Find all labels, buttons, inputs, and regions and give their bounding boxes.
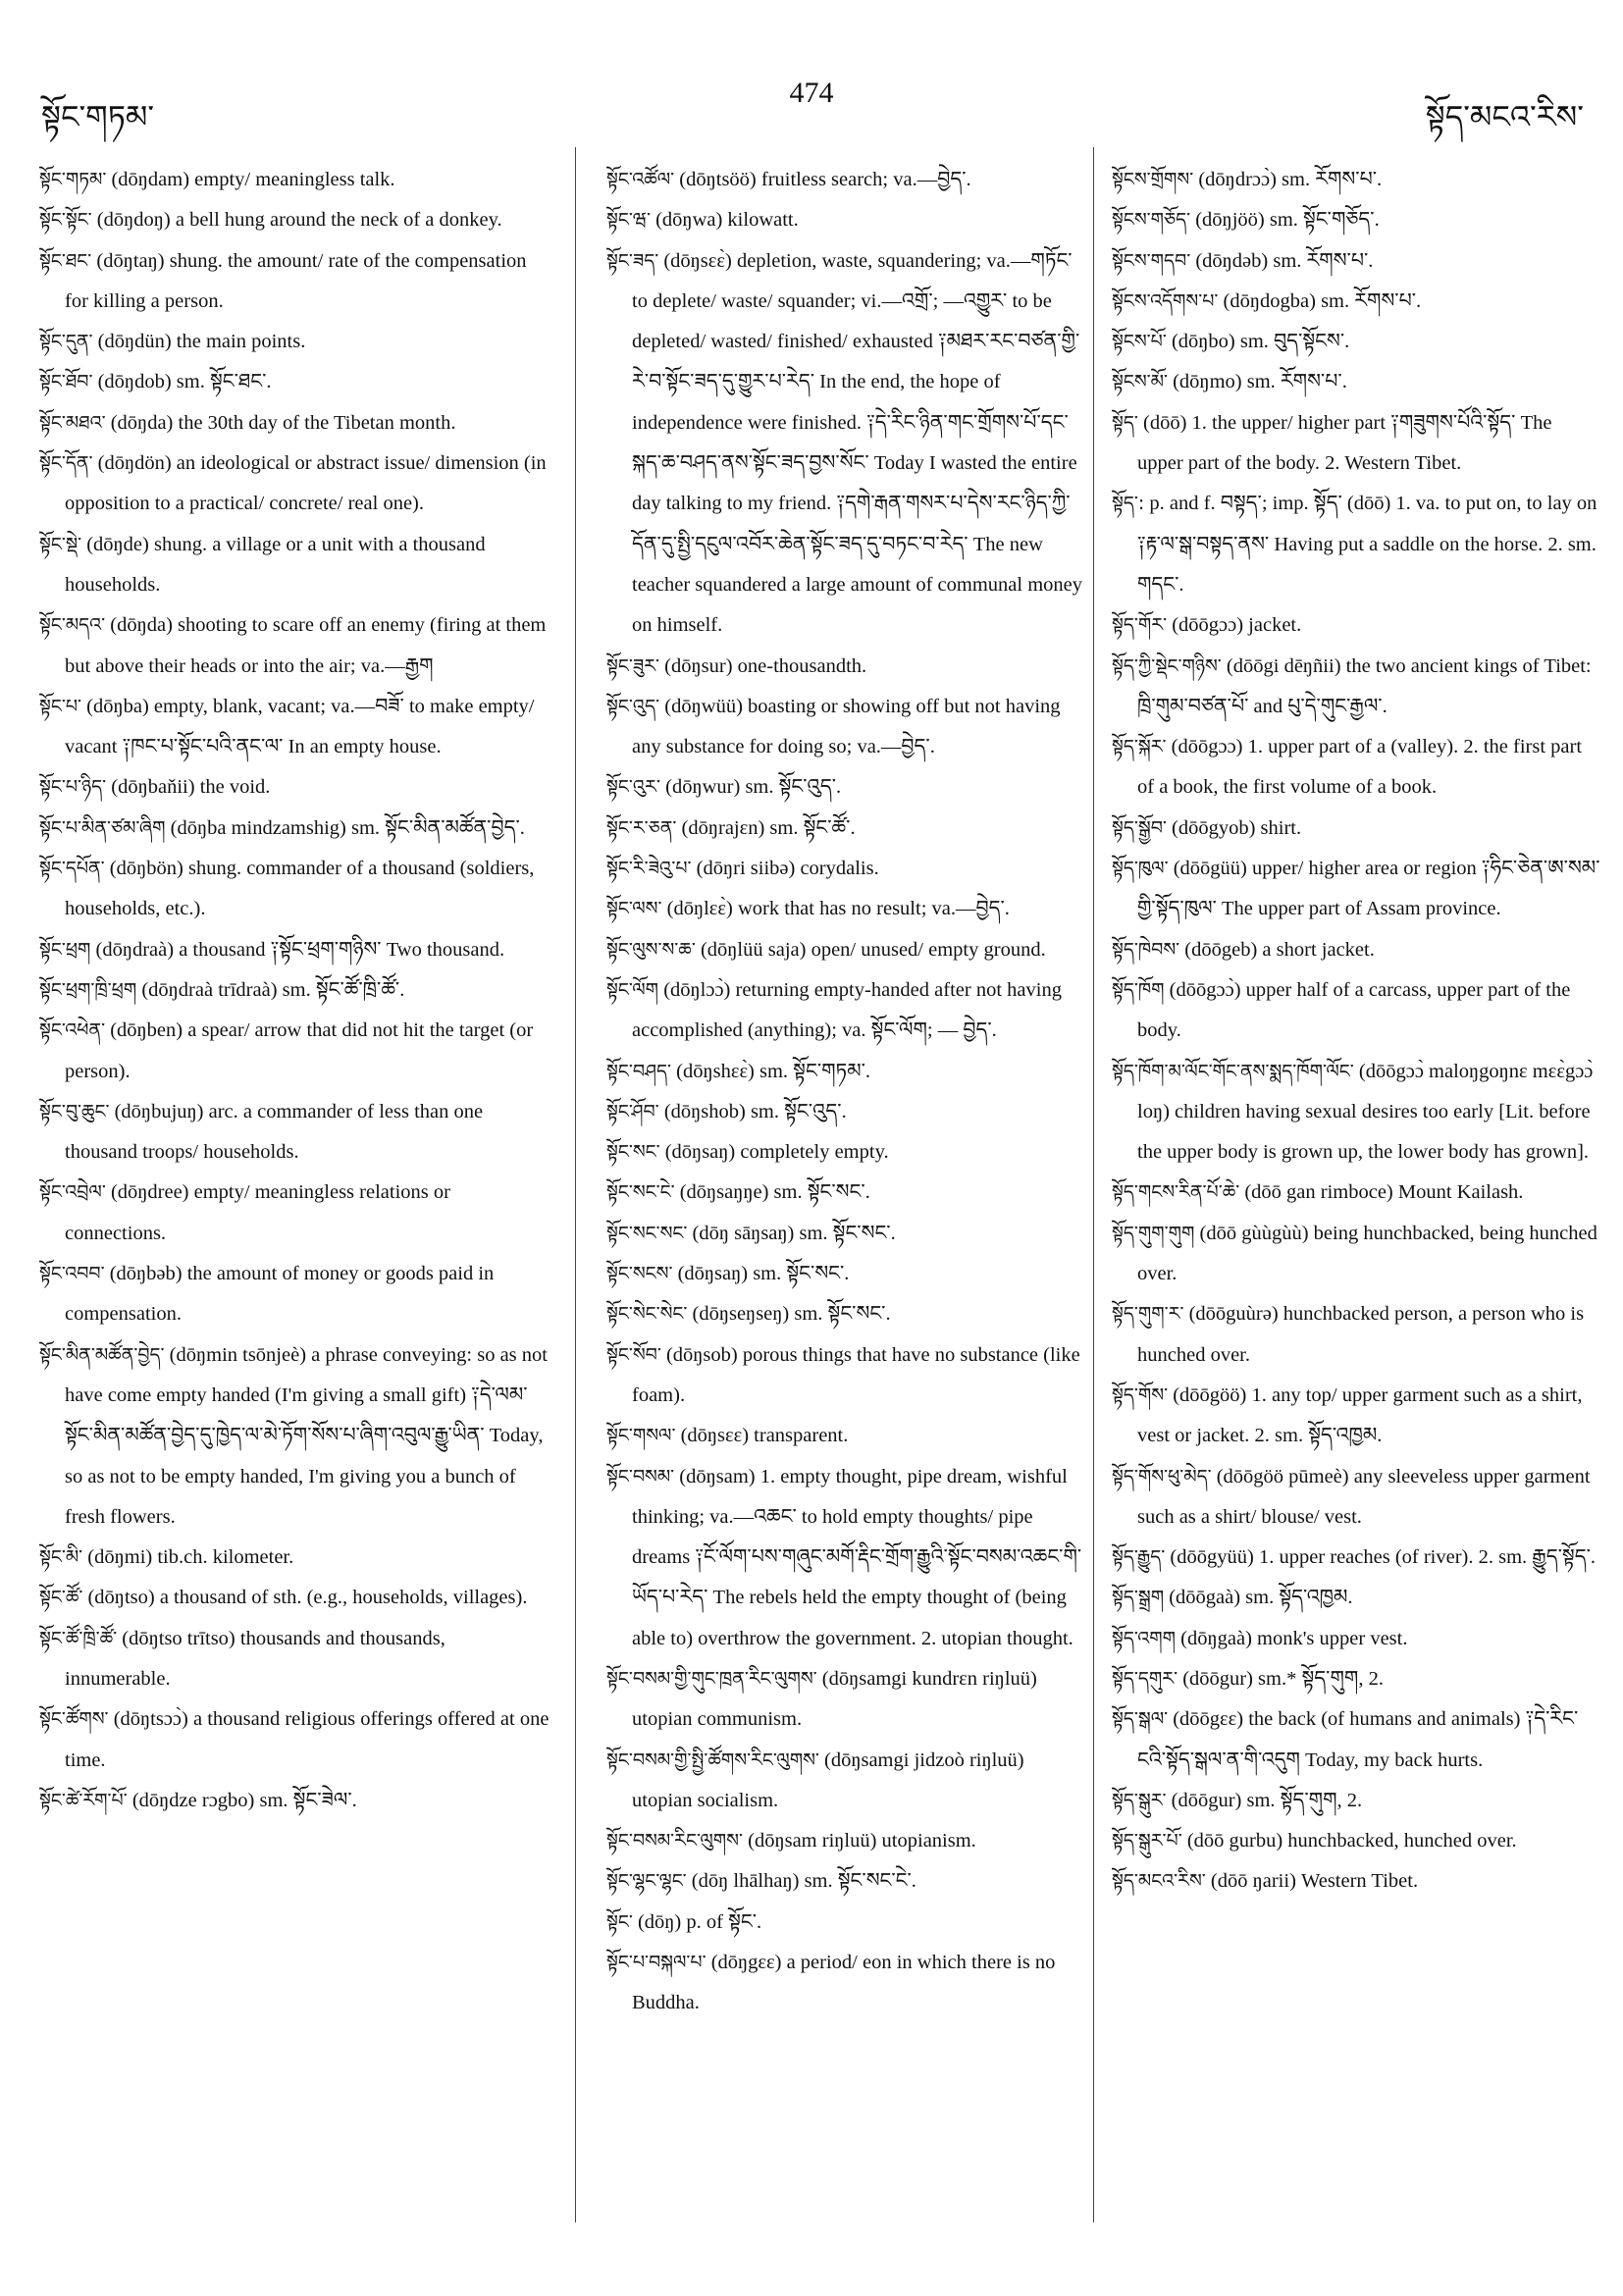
entry-headword: སྟོང་འཕེན་ <box>39 1019 106 1042</box>
dictionary-entry <box>1112 1457 1602 1539</box>
dictionary-entry <box>1112 1052 1602 1174</box>
entry-headword: སྟོང་ཚོགས་ <box>39 1708 109 1731</box>
dictionary-entry <box>39 605 554 687</box>
dictionary-entry <box>606 687 1083 768</box>
entry-headword: སྟོང་སོབ་ <box>606 1343 661 1366</box>
entry-headword: སྟོད་: <box>1112 493 1145 515</box>
entry-headword: སྟོང་ཟད་ <box>606 249 659 272</box>
dictionary-entry <box>39 403 554 444</box>
entry-definition: (dōŋdün) the main points. <box>97 331 306 353</box>
dictionary-column-3 <box>1112 160 1602 2220</box>
dictionary-entry <box>606 889 1083 929</box>
dictionary-entry <box>606 1092 1083 1132</box>
entry-headword: སྟོད་ཀྱི་སྡེང་གཉིས་ <box>1112 654 1222 677</box>
dictionary-entry <box>606 1173 1083 1213</box>
dictionary-entry <box>606 970 1083 1052</box>
entry-headword: སྟོང་འཚོལ་ <box>606 169 675 190</box>
dictionary-column-2 <box>606 160 1083 2220</box>
entry-headword: སྟོད་སྒྱོབ་ <box>1112 816 1167 839</box>
entry-headword: སྟོད་གུག་ར་ <box>1112 1303 1184 1326</box>
entry-headword: སྟོད་སྒུར་ <box>1112 1789 1167 1811</box>
dictionary-entry <box>1112 1861 1602 1902</box>
entry-headword: སྟོངས་གདབ་ <box>1112 249 1191 272</box>
entry-definition: (dōŋbujuŋ) arc. a commander of less than one thousand troops/ households. <box>65 1100 484 1164</box>
entry-definition: (dōŋtso) a thousand of sth. (e.g., households, villages). <box>87 1587 528 1609</box>
entry-headword: སྟོང་ཤོབ་ <box>606 1100 659 1122</box>
entry-definition: (dōŋlüü saja) open/ unused/ empty ground. <box>700 938 1046 961</box>
entry-definition: (dōŋ lhālhaŋ) sm. སྟོང་སང་ངེ་. <box>691 1870 916 1893</box>
entry-headword: སྟོང་ཐོབ་ <box>39 371 93 393</box>
dictionary-entry <box>1112 241 1602 282</box>
entry-definition: (dōŋsur) one-thousandth. <box>664 654 867 677</box>
page-number: 474 <box>789 77 834 109</box>
dictionary-entry <box>39 1011 554 1092</box>
dictionary-entry <box>606 1254 1083 1294</box>
entry-headword: སྟོང་ཝ་ <box>606 209 651 232</box>
entry-headword: སྟོད་ཁུལ་ <box>1112 858 1169 880</box>
entry-headword: སྟོང་ལས་ <box>606 898 662 920</box>
dictionary-entry <box>606 1294 1083 1334</box>
entry-headword: སྟོད་སྒལ་ <box>1112 1708 1169 1731</box>
entry-headword: སྟོང་སང་ <box>606 1141 660 1164</box>
entry-definition: (dōōgyob) shirt. <box>1172 816 1302 839</box>
entry-definition: (dōŋda) the 30th day of the Tibetan month. <box>110 411 456 434</box>
entry-definition: (dōŋ) p. of སྟོང་. <box>637 1910 762 1933</box>
entry-headword: སྟོངས་གྲོགས་ <box>1112 169 1194 190</box>
right-guide-word: སྟོད་མངའ་རིས་ <box>1425 98 1584 135</box>
dictionary-entry <box>606 647 1083 687</box>
entry-definition: (dōŋdəb) sm. རོགས་པ་. <box>1195 249 1374 272</box>
entry-definition: (dōōgɔɔ̀ maloŋgoŋnɛ mɛɛ̀gɔɔ̀ loŋ) children having sexual desires too early [Lit. before the upper body is grown up, the lower body has grown]. <box>1137 1060 1594 1164</box>
entry-headword: སྟོང་སང་སང་ <box>606 1222 688 1244</box>
dictionary-entry <box>1112 930 1602 970</box>
entry-definition: (dōŋdraà trīdraà) sm. སྟོང་ཚོ་ཁྲི་ཚོ་. <box>141 978 405 1001</box>
entry-definition: (dōŋshob) sm. སྟོང་འུད་. <box>663 1100 847 1122</box>
entry-headword: སྟོད་ཁོག <box>1112 978 1165 1001</box>
dictionary-entry <box>39 849 554 930</box>
dictionary-entry <box>39 809 554 849</box>
column-divider <box>1093 147 1094 2222</box>
entry-definition: (dōŋ sāŋsaŋ) sm. སྟོང་སང་. <box>692 1222 896 1244</box>
entry-headword: སྟོངས་པོ་ <box>1112 331 1167 353</box>
entry-definition: (dōŋrajɛn) sm. སྟོང་ཚོ་. <box>681 816 856 839</box>
dictionary-entry <box>1112 1821 1602 1861</box>
entry-definition: (dōŋsɛɛ̀) depletion, waste, squandering; va.—གཏོང་ to deplete/ waste/ squander; vi.—འགྲོ་; —འགྱུར་ to be depleted/ wasted/ finished/ exhausted ༑མཐར་རང་བཙན་གྱི་རེ་བ་སྟོང་ཟད་དུ་གྱུར་པ་རེད་ In the end, the hope of independence were finished. ༑དེ་རིང་ཉིན་གང་གྲོགས་པོ་དང་སྐད་ཆ་བཤད་ནས་སྟོང་ཟད་བྱས་སོང་ Today I wasted the entire day talking to my friend. ༑དགེ་རྒན་གསར་པ་དེས་རང་ཉིད་ཀྱི་དོན་དུ་སྤྱི་དངུལ་འབོར་ཆེན་སྟོང་ཟད་དུ་བཏང་བ་རེད་ The new teacher squandered a large amount of communal money on himself. <box>632 249 1082 637</box>
dictionary-entry <box>606 1335 1083 1417</box>
entry-headword: སྟོད་མངའ་རིས་ <box>1112 1870 1206 1893</box>
entry-headword: སྟོང་ཚེ་རོག་པོ་ <box>39 1789 128 1811</box>
entry-definition: (dōŋdze rɔgbo) sm. སྟོང་ཟེལ་. <box>131 1789 357 1811</box>
dictionary-entry <box>39 1173 554 1254</box>
dictionary-entry <box>606 1821 1083 1861</box>
entry-headword: སྟོང་དུན་ <box>39 331 93 353</box>
entry-definition: (dōŋdogba) sm. རོགས་པ་. <box>1223 289 1422 312</box>
dictionary-entry <box>39 1254 554 1335</box>
entry-headword: སྟོང་པ་བསྐལ་པ་ <box>606 1952 707 1974</box>
entry-definition: (dōōgi dēŋñii) the two ancient kings of Tibet: ཁྲི་གུམ་བཙན་པོ་ and པུ་དེ་གུང་རྒྱལ་. <box>1137 654 1592 717</box>
dictionary-entry <box>1112 1699 1602 1781</box>
dictionary-entry <box>39 1538 554 1578</box>
dictionary-entry <box>606 160 1083 200</box>
entry-definition: (dōō gan rimboce) Mount Kailash. <box>1244 1181 1524 1204</box>
entry-headword: སྟོད་སྒྲག <box>1112 1587 1165 1609</box>
dictionary-entry <box>1112 200 1602 240</box>
dictionary-entry <box>1112 1376 1602 1457</box>
entry-headword: སྟོད་སྐོར་ <box>1112 736 1167 758</box>
entry-headword: སྟོང་མཐའ་ <box>39 411 106 434</box>
entry-headword: སྟོང་ལྷང་ལྷང་ <box>606 1870 687 1893</box>
entry-definition: (dōōgɛɛ) the back (of humans and animals) ༑དེ་རིང་ངའི་སྟོད་སྒལ་ན་གི་འདུག Today, my back hurts. <box>1137 1708 1579 1771</box>
entry-definition: (dōŋdrɔɔ̀) sm. རོགས་པ་. <box>1198 169 1383 190</box>
entry-headword: སྟོང་བསམ་རིང་ལུགས་ <box>606 1830 743 1852</box>
entry-headword: སྟོད་རྒྱུད་ <box>1112 1546 1166 1569</box>
entry-headword: སྟོང་བཤད་ <box>606 1060 672 1082</box>
dictionary-entry <box>1112 362 1602 402</box>
entry-definition: (dōŋtso trītso) thousands and thousands, innumerable. <box>65 1627 445 1690</box>
entry-definition: (dōōgöö pūmeè) any sleeveless upper garment such as a shirt/ blouse/ vest. <box>1137 1465 1591 1528</box>
entry-headword: སྟོང་ཚོ་ <box>39 1587 83 1609</box>
entry-definition: (dōŋba) empty, blank, vacant; va.—བཟོ་ to make empty/ vacant ༑ཁང་པ་སྟོང་པའི་ནང་ལ་ In an empty house. <box>65 695 535 758</box>
entry-definition: (dōŋshɛɛ̀) sm. སྟོང་གཏམ་. <box>676 1060 871 1082</box>
entry-headword: སྟོང་པ་ <box>39 695 81 717</box>
entry-headword: སྟོང་ཐང་ <box>39 249 92 272</box>
entry-definition: (dōŋmo) sm. རོགས་པ་. <box>1173 371 1347 393</box>
entry-definition: (dōŋtsɔɔ̀) a thousand religious offerings offered at one time. <box>65 1708 550 1771</box>
entry-definition: (dōŋbaňii) the void. <box>111 776 271 799</box>
dictionary-entry <box>1112 1214 1602 1295</box>
entry-definition: (dōŋseŋseŋ) sm. སྟོང་སང་. <box>692 1303 891 1326</box>
entry-definition: (dōŋbön) shung. commander of a thousand (soldiers, households, etc.). <box>65 858 535 920</box>
dictionary-entry <box>606 767 1083 808</box>
dictionary-entry <box>606 1659 1083 1741</box>
dictionary-entry <box>1112 1173 1602 1213</box>
dictionary-entry <box>606 1214 1083 1254</box>
dictionary-entry <box>606 809 1083 849</box>
entry-definition: (dōŋsam riŋluü) utopianism. <box>748 1830 976 1852</box>
entry-headword: སྟོད་གུག་གུག <box>1112 1222 1195 1244</box>
entry-headword: སྟོད་ཁེབས་ <box>1112 938 1180 961</box>
entry-headword: སྟོད་གོས་ <box>1112 1383 1169 1406</box>
entry-headword: སྟོང་འབྲེལ་ <box>39 1181 106 1204</box>
entry-definition: (dōŋdam) empty/ meaningless talk. <box>111 169 395 190</box>
dictionary-entry <box>39 241 554 323</box>
entry-headword: སྟོང་དོན་ <box>39 452 93 475</box>
entry-headword: སྟོངས་གཅོད་ <box>1112 209 1191 232</box>
dictionary-entry <box>606 849 1083 889</box>
entry-definition: (dōŋgɛɛ) a period/ eon in which there is no Buddha. <box>632 1952 1056 2014</box>
dictionary-entry <box>1112 322 1602 362</box>
entry-headword: སྟོང་བུ་ཆུང་ <box>39 1100 110 1122</box>
entry-definition: (dōŋba mindzamshig) sm. སྟོང་མིན་མཚོན་བྱེད་. <box>170 816 525 839</box>
entry-headword: སྟོང་དཔོན་ <box>39 858 105 880</box>
dictionary-entry <box>606 930 1083 970</box>
entry-definition: (dōōgɔɔ) 1. upper part of a (valley). 2. the first part of a book, the first volume of a book. <box>1137 736 1583 799</box>
entry-definition: (dōŋmi) tib.ch. kilometer. <box>87 1546 294 1569</box>
dictionary-entry <box>1112 1294 1602 1376</box>
dictionary-entry <box>39 687 554 768</box>
entry-definition: (dōōgüü) upper/ higher area or region ༑ཧིང་ཅེན་ཨ་སམ་གྱི་སྟོད་ཁུལ་ The upper part of Assam province. <box>1137 858 1600 920</box>
dictionary-entry <box>1112 970 1602 1052</box>
dictionary-entry <box>39 930 554 970</box>
entry-definition: (dōŋdob) sm. སྟོང་ཐང་. <box>97 371 272 393</box>
entry-definition: (dōŋsaŋ) completely empty. <box>664 1141 889 1164</box>
dictionary-entry <box>39 1578 554 1618</box>
entry-headword: སྟོད་འགག <box>1112 1627 1177 1649</box>
entry-headword: སྟོང་པ་ཉིད་ <box>39 776 107 799</box>
entry-headword: སྟོང་གསལ་ <box>606 1425 676 1447</box>
entry-headword: སྟོང་སེང་སེང་ <box>606 1303 688 1326</box>
entry-definition: p. and f. བསྟད་; imp. སྟོད་ (dōō) 1. va. to put on, to lay on ༑རྟ་ལ་སྒ་བསྟད་ནས་ Having put a saddle on the horse. 2. sm. གདང་. <box>1137 493 1597 596</box>
dictionary-entry <box>1112 1619 1602 1659</box>
entry-headword: སྟོང་སྡེ་ <box>39 533 82 555</box>
dictionary-entry <box>1112 282 1602 322</box>
entry-definition: (dōŋda) shooting to scare off an enemy (firing at them but above their heads or into the air; va.—རྒྱག <box>65 614 547 677</box>
dictionary-entry <box>606 200 1083 240</box>
dictionary-entry <box>606 1132 1083 1173</box>
entry-headword: སྟོང་ལོག <box>606 978 659 1001</box>
entry-definition: (dōŋgaà) monk's upper vest. <box>1180 1627 1408 1649</box>
dictionary-entry <box>1112 403 1602 485</box>
entry-headword: སྟོང་ཕྲག <box>39 938 91 961</box>
dictionary-entry <box>1112 1781 1602 1821</box>
dictionary-entry <box>606 1943 1083 2024</box>
dictionary-entry <box>39 362 554 402</box>
entry-definition: (dōōgɔɔ̀) upper half of a carcass, upper part of the body. <box>1137 978 1571 1042</box>
entry-headword: སྟོང་རི་ཟེའུ་པ་ <box>606 858 692 880</box>
entry-headword: སྟོང་འབབ་ <box>39 1263 105 1285</box>
entry-definition: (dōŋtaŋ) shung. the amount/ rate of the compensation for killing a person. <box>65 249 527 312</box>
dictionary-entry <box>1112 605 1602 646</box>
dictionary-entry <box>606 1861 1083 1902</box>
entry-headword: སྟོང་འུར་ <box>606 776 661 799</box>
dictionary-entry <box>39 1335 554 1538</box>
entry-headword: སྟོང་སང་ངེ་ <box>606 1181 675 1204</box>
entry-headword: སྟོང་ར་ཅན་ <box>606 816 677 839</box>
entry-headword: སྟོད་ <box>1112 411 1138 434</box>
entry-headword: སྟོང་སྟོང་ <box>39 209 92 232</box>
dictionary-entry <box>39 1699 554 1781</box>
entry-definition: (dōōgöö) 1. any top/ upper garment such as a shirt, vest or jacket. 2. sm. སྟོད་འཁྱམ. <box>1137 1383 1583 1447</box>
column-divider <box>575 147 576 2222</box>
dictionary-entry <box>39 444 554 525</box>
dictionary-entry <box>39 1781 554 1821</box>
dictionary-entry <box>606 1903 1083 1943</box>
entry-definition: (dōŋwur) sm. སྟོང་འུད་. <box>665 776 842 799</box>
entry-definition: (dōō gùùgùù) being hunchbacked, being hunched over. <box>1137 1222 1597 1285</box>
dictionary-entry <box>39 200 554 240</box>
entry-definition: (dōŋdree) empty/ meaningless relations or connections. <box>65 1181 450 1244</box>
entry-definition: (dōōgaà) sm. སྟོད་འཁྱམ. <box>1169 1587 1353 1609</box>
entry-definition: (dōŋlɛɛ̀) work that has no result; va.—བྱེད་. <box>666 898 1010 920</box>
entry-definition: (dōōgur) sm.* སྟོད་གུག, 2. <box>1182 1667 1384 1690</box>
entry-definition: (dōō ŋarii) Western Tibet. <box>1210 1870 1419 1893</box>
entry-definition: (dōŋde) shung. a village or a unit with a thousand households. <box>65 533 486 596</box>
entry-definition: (dōŋben) a spear/ arrow that did not hit the target (or person). <box>65 1019 534 1082</box>
entry-headword: སྟོད་གོར་ <box>1112 614 1168 637</box>
entry-definition: (dōŋsam) 1. empty thought, pipe dream, wishful thinking; va.—འཆང་ to hold empty thoughts/ pipe dreams ༑ངོ་ལོག་པས་གཞུང་མགོ་རྡིང་གྲོག་རྒྱུའི་སྟོང་བསམ་འཆང་གི་ཡོད་པ་རེད་ The rebels held the empty thought of (being able to) overthrow the government. 2. utopian thought. <box>632 1465 1082 1649</box>
dictionary-entry <box>1112 1659 1602 1699</box>
dictionary-column-1 <box>39 160 554 2220</box>
dictionary-entry <box>606 241 1083 647</box>
entry-definition: (dōŋwüü) boasting or showing off but not having any substance for doing so; va.—བྱེད་. <box>632 695 1061 758</box>
dictionary-entry <box>39 322 554 362</box>
entry-definition: (dōŋmin tsōnjeè) a phrase conveying: so as not have come empty handed (I'm giving a small gift) ༑དེ་ལམ་སྟོང་མིན་མཚོན་བྱེད་དུ་ཁྱེད་ལ་མེ་ཏོག་སོས་པ་ཞིག་འབུལ་རྒྱུ་ཡིན་ Today, so as not to be empty handed, I'm giving you a bunch of fresh flowers. <box>65 1343 548 1528</box>
entry-headword: སྟོད་དགུར་ <box>1112 1667 1178 1690</box>
entry-definition: (dōŋdoŋ) a bell hung around the neck of a donkey. <box>96 209 502 232</box>
left-guide-word: སྟོང་གཏམ་ <box>41 98 155 135</box>
dictionary-entry <box>1112 647 1602 728</box>
entry-definition: (dōŋbəb) the amount of money or goods paid in compensation. <box>65 1263 495 1326</box>
entry-definition: (dōŋjöö) sm. སྟོང་གཅོད་. <box>1195 209 1380 232</box>
dictionary-entry <box>39 767 554 808</box>
entry-headword: སྟོངས་མོ་ <box>1112 371 1168 393</box>
entry-definition: (dōōgur) sm. སྟོད་གུག, 2. <box>1171 1789 1363 1811</box>
entry-headword: སྟོད་སྒུར་པོ་ <box>1112 1830 1182 1852</box>
entry-definition: (dōōgɔɔ) jacket. <box>1172 614 1302 637</box>
entry-headword: སྟོངས་འདོགས་པ་ <box>1112 289 1219 312</box>
dictionary-entry <box>606 1457 1083 1659</box>
entry-definition: (dōŋwa) kilowatt. <box>655 209 799 232</box>
entry-headword: སྟོང་འུད་ <box>606 695 660 717</box>
entry-definition: (dōŋdön) an ideological or abstract issue/ dimension (in opposition to a practical/ concrete/ real one). <box>65 452 547 515</box>
entry-definition: (dōŋsɛɛ) transparent. <box>680 1425 849 1447</box>
dictionary-entry <box>39 160 554 200</box>
entry-definition: (dōō) 1. the upper/ higher part ༑གཟུགས་པོའི་སྟོད་ The upper part of the body. 2. Western Tibet. <box>1137 411 1552 475</box>
entry-headword: སྟོང་ཕྲག་ཁྲི་ཕྲག <box>39 978 137 1001</box>
entry-headword: སྟོད་གངས་རིན་པོ་ཆེ་ <box>1112 1181 1240 1204</box>
entry-definition: (dōō gurbu) hunchbacked, hunched over. <box>1186 1830 1517 1852</box>
dictionary-entry <box>1112 809 1602 849</box>
entry-definition: (dōŋbo) sm. བུད་སྟོངས་. <box>1171 331 1350 353</box>
dictionary-entry <box>1112 1578 1602 1618</box>
entry-definition: (dōŋsamgi jidzoò riŋluü) utopian socialism. <box>632 1748 1024 1811</box>
entry-definition: (dōŋri siibə) corydalis. <box>696 858 879 880</box>
entry-headword: སྟོང་མི་ <box>39 1546 83 1569</box>
entry-headword: སྟོང་སངས་ <box>606 1263 673 1285</box>
dictionary-entry <box>1112 1538 1602 1578</box>
dictionary-entry <box>1112 727 1602 809</box>
dictionary-entry <box>606 1052 1083 1092</box>
entry-headword: སྟོང་ <box>606 1910 633 1933</box>
dictionary-entry <box>39 525 554 606</box>
dictionary-entry <box>39 970 554 1011</box>
dictionary-entry <box>606 1416 1083 1456</box>
entry-headword: སྟོང་གཏམ་ <box>39 169 107 190</box>
dictionary-entry <box>1112 484 1602 605</box>
page-header <box>0 61 1623 135</box>
dictionary-entry <box>1112 849 1602 930</box>
entry-headword: སྟོང་ཟུར་ <box>606 654 660 677</box>
dictionary-entry <box>39 1092 554 1174</box>
entry-headword: སྟོང་བསམ་གྱི་གུང་ཁྲན་རིང་ལུགས་ <box>606 1667 817 1690</box>
entry-headword: སྟོང་བསམ་གྱི་སྤྱི་ཚོགས་རིང་ལུགས་ <box>606 1748 819 1771</box>
entry-headword: སྟོང་མིན་མཚོན་བྱེད་ <box>39 1343 165 1366</box>
entry-definition: (dōŋsamgi kundrɛn riŋluü) utopian communism. <box>632 1667 1037 1731</box>
entry-headword: སྟོད་ཁོག་མ་ལོང་གོང་ནས་སྨད་ཁོག་ལོང་ <box>1112 1060 1354 1082</box>
dictionary-entry <box>1112 160 1602 200</box>
entry-headword: སྟོང་བསམ་ <box>606 1465 675 1487</box>
dictionary-entry <box>606 1741 1083 1822</box>
entry-headword: སྟོང་པ་མིན་ཙམ་ཞིག <box>39 816 166 839</box>
entry-headword: སྟོད་གོས་ཕུ་མེད་ <box>1112 1465 1212 1487</box>
entry-definition: (dōŋsaŋ) sm. སྟོང་སང་. <box>677 1263 850 1285</box>
entry-definition: (dōŋsaŋŋe) sm. སྟོང་སང་. <box>679 1181 870 1204</box>
entry-definition: (dōŋtsöö) fruitless search; va.—བྱེད་. <box>679 169 971 190</box>
dictionary-entry <box>39 1619 554 1700</box>
entry-headword: སྟོང་ལུས་ས་ཆ་ <box>606 938 696 961</box>
entry-definition: (dōŋsob) porous things that have no substance (like foam). <box>632 1343 1080 1406</box>
entry-definition: (dōōgeb) a short jacket. <box>1184 938 1375 961</box>
entry-definition: (dōŋlɔɔ̀) returning empty-handed after not having accomplished (anything); va. སྟོང་ལོག; — བྱེད་. <box>632 978 1062 1042</box>
entry-headword: སྟོང་མདའ་ <box>39 614 106 637</box>
entry-headword: སྟོང་ཚོ་ཁྲི་ཚོ་ <box>39 1627 118 1649</box>
entry-definition: (dōōguùrə) hunchbacked person, a person who is hunched over. <box>1137 1303 1585 1366</box>
entry-definition: (dōōgyüü) 1. upper reaches (of river). 2. sm. རྒྱུད་སྟོད་. <box>1170 1546 1597 1569</box>
entry-definition: (dōŋdraà) a thousand ༑སྟོང་ཕྲག་གཉིས་ Two thousand. <box>95 938 505 961</box>
